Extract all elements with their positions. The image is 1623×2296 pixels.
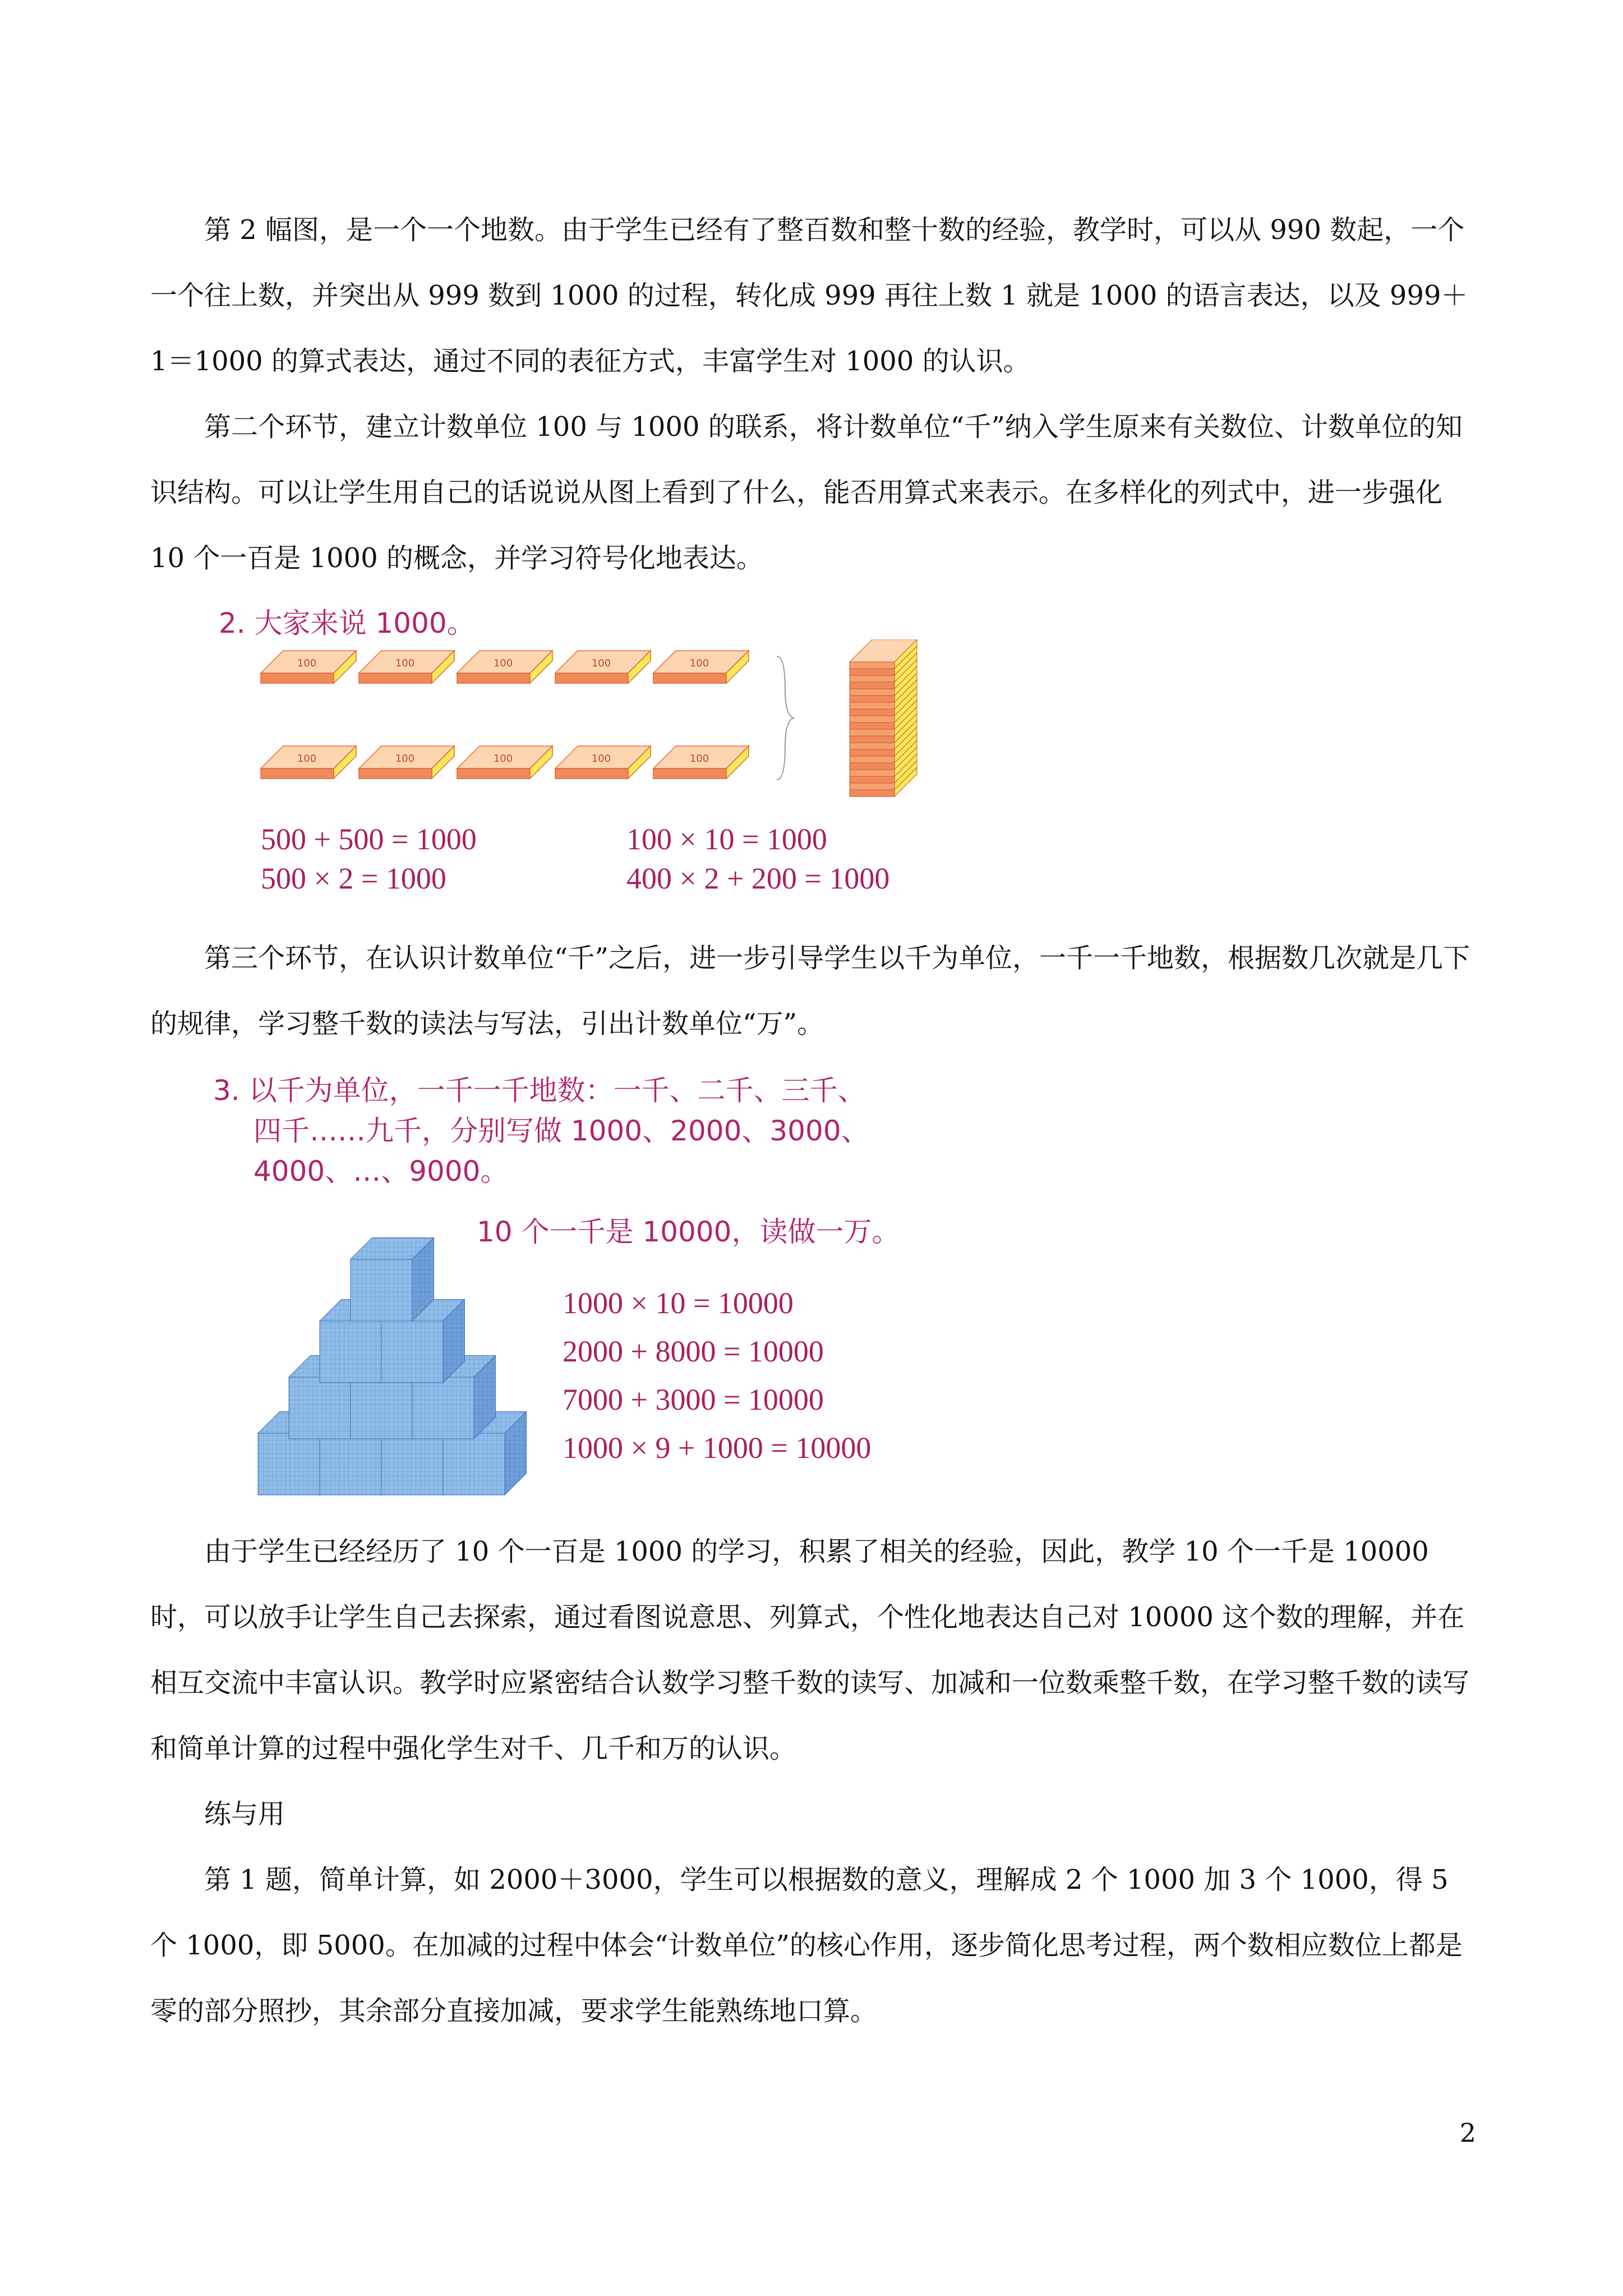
brace [777,656,794,780]
hundred-block [457,651,552,683]
paragraph: 第 2 幅图，是一个一个地数。由于学生已经有了整百数和整十数的经验，教学时，可以从 990 数起，一个一个往上数，并突出从 999 数到 1000 的过程，转化成 999 再往上数 1 就是 1000 的语言表达，以及 999＋1＝1000 的算式表达，通过不同的表征方式，丰富学生对 1000 的认识。 [150,214,1468,377]
equation: 500 × 2 = 1000 [261,862,446,895]
hundred-block [653,651,749,683]
thousand-cube [351,1238,434,1322]
block-label: 100 [395,657,415,669]
example2-title: 2. 大家来说 1000。 [219,607,475,639]
block-label: 100 [493,753,513,765]
equation: 1000 × 9 + 1000 = 10000 [562,1431,872,1465]
hundred-blocks-illustration [255,639,984,808]
hundred-block [555,651,651,683]
closing-text [150,1519,1474,2044]
middle-text [150,926,1474,1057]
intro-text [150,197,1474,591]
equation: 400 × 2 + 200 = 1000 [626,862,890,895]
hundred-block [261,651,356,683]
block-label: 100 [591,657,611,669]
block-label: 100 [591,753,611,765]
hundred-block [653,746,749,779]
hundred-block [261,746,356,779]
hundred-block [359,746,454,779]
hundred-block [457,746,552,779]
example3-caption: 10 个一千是 10000，读做一万。 [477,1216,900,1248]
equation: 100 × 10 = 1000 [626,822,827,856]
equation: 1000 × 10 = 10000 [562,1286,794,1320]
section-heading: 练与用 [204,1798,285,1830]
block-label: 100 [395,753,415,765]
block-label: 100 [297,657,317,669]
paragraph: 由于学生已经经历了 10 个一百是 1000 的学习，积累了相关的经验，因此，教学 10 个一千是 10000 时，可以放手让学生自己去探索，通过看图说意思、列算式，个性化地表达自己对 10000 这个数的理解，并在相互交流中丰富认识。教学时应紧密结合认数学习整千数的读写、加减和一位数乘整千数，在学习整千数的读写和简单计算的过程中强化学生对千、几千和万的认识。 [150,1536,1470,1764]
paragraph: 第三个环节，在认识计数单位“千”之后，进一步引导学生以千为单位，一千一千地数，根据数几次就是几下的规律，学习整千数的读法与写法，引出计数单位“万”。 [150,942,1470,1039]
example3-title-line: 四千……九千，分别写做 1000、2000、3000、 [253,1115,869,1147]
thousand-stack [850,639,917,797]
block-label: 100 [689,753,709,765]
equation: 2000 + 8000 = 10000 [562,1335,824,1368]
hundred-block [359,651,454,683]
paragraph: 第 1 题，简单计算，如 2000＋3000，学生可以根据数的意义，理解成 2 个 1000 加 3 个 1000，得 5 个 1000，即 5000。在加减的过程中体会“计数单位”的核心作用，逐步简化思考过程，两个数相应数位上都是零的部分照抄，其余部分直接加减，要求学生能熟练地口算。 [150,1864,1463,2027]
equation: 7000 + 3000 = 10000 [562,1383,824,1416]
paragraph: 第二个环节，建立计数单位 100 与 1000 的联系，将计数单位“千”纳入学生原来有关数位、计数单位的知识结构。可以让学生用自己的话说说从图上看到了什么，能否用算式来表示。在多样化的列式中，进一步强化 10 个一百是 1000 的概念，并学习符号化地表达。 [150,411,1463,574]
block-label: 100 [689,657,709,669]
hundred-block [555,746,651,779]
block-label: 100 [493,657,513,669]
example3-title-line: 3. 以千为单位，一千一千地数：一千、二千、三千、 [213,1074,866,1107]
block-label: 100 [297,753,317,765]
equation: 500 + 500 = 1000 [261,822,477,856]
page-number: 2 [1459,2118,1476,2148]
example3-title-line: 4000、…、9000。 [253,1155,509,1188]
